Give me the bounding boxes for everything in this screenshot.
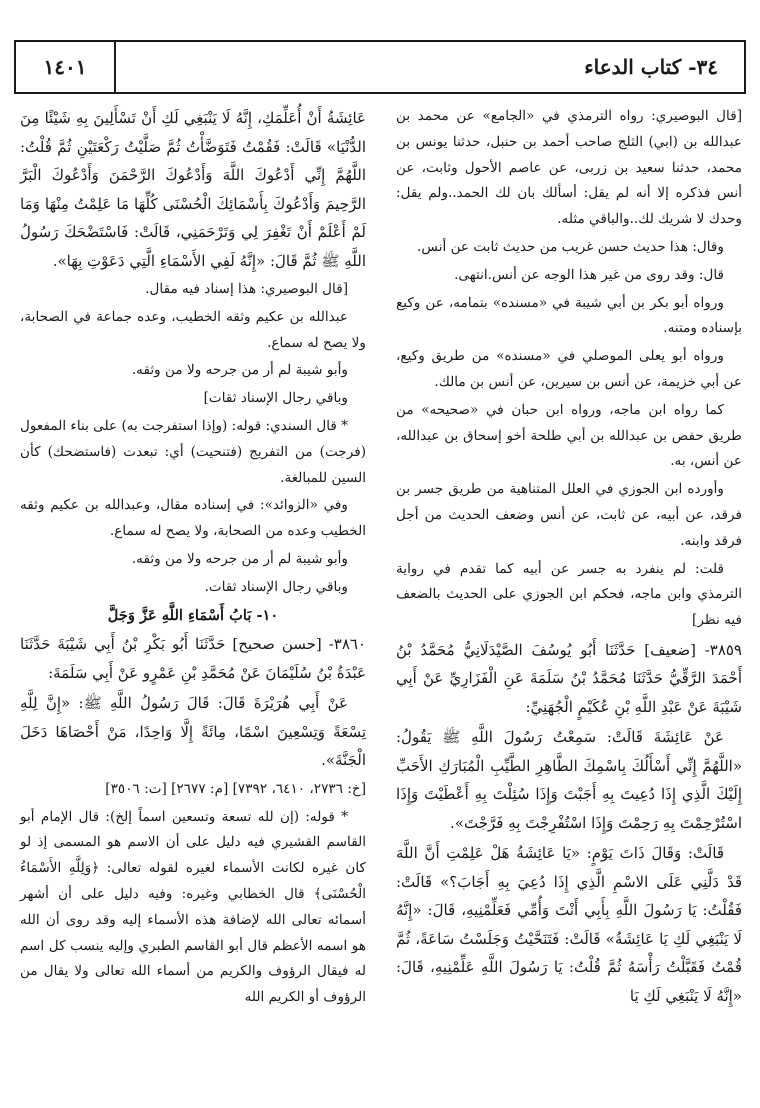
- hadith-text: عَنْ أَبِي هُرَيْرَةَ قَالَ: قَالَ رَسُولُ اللَّهِ ﷺ: «إِنَّ لِلَّهِ تِسْعَةً وَتِسْعِينَ اسْمًا، مِائَةً إِلَّا وَاحِدًا، مَنْ أَحْصَاهَا دَخَلَ الْجَنَّةَ».: [20, 694, 366, 770]
- commentary-paragraph: وأورده ابن الجوزي في العلل المتناهية من طريق جسر بن فرقد، عن أبيه، عن ثابت، عن أنس وضعف الحديث من أجل فرقد وابنه.: [396, 481, 742, 549]
- commentary-paragraph: قلت: لم ينفرد به جسر عن أبيه كما تقدم في رواية الترمذي وابن ماجه، فحكم ابن الجوزي على الحديث بالضعف فيه نظر]: [396, 560, 742, 629]
- chapter-title: ٣٤- كتاب الدعاء: [584, 55, 718, 79]
- left-column: [20, 104, 366, 1013]
- page-number: ١٤٠١: [16, 42, 116, 92]
- hadith-isnad: ٣٨٥٩- [ضعيف] حَدَّثَنَا أَبُو يُوسُفَ الصَّيْدَلَانِيُّ مُحَمَّدُ بْنُ أَحْمَدَ الرَّقِّيُّ حَدَّثَنَا مُحَمَّدُ بْنُ سَلَمَةَ عَنِ الْفَزَارِيِّ عَنْ أَبِي شَيْبَةَ عَنْ عَبْدِ اللَّهِ بْنِ عُكَيْمٍ الْجُهَنِيِّ:: [396, 640, 742, 716]
- right-column: [396, 104, 742, 1012]
- page-header: [14, 40, 746, 94]
- commentary-paragraph: ورواه أبو يعلى الموصلي في «مسنده» من طريق وكيع، عن أبي خزيمة، عن أنس بن سيرين، عن أنس بن مالك.: [396, 348, 742, 390]
- commentary-paragraph: وباقي رجال الإسناد ثقات.: [204, 578, 348, 595]
- commentary-paragraph: عبدالله بن عكيم وثقه الخطيب، وعده جماعة في الصحابة، ولا يصح له سماع.: [20, 308, 366, 351]
- commentary-paragraph: [قال البوصيري: هذا إسناد فيه مقال.: [145, 281, 348, 297]
- hadith-text: عَنْ عَائِشَةَ قَالَتْ: سَمِعْتُ رَسُولَ اللَّهِ ﷺ يَقُولُ: «اللَّهُمَّ إِنِّي أَسْأَلُكَ بِاسْمِكَ الطَّاهِرِ الطَّيِّبِ الْمُبَارَكِ الأَحَبِّ إِلَيْكَ الَّذِي إِذَا دُعِيتَ بِهِ أَجَبْتَ وَإِذَا سُئِلْتَ بِهِ أَعْطَيْتَ وَإِذَا اسْتُرْحِمْتَ بِهِ رَحِمْتَ وَإِذَا اسْتُفْرِجْتَ بِهِ فَرَّجْتَ».: [396, 728, 742, 832]
- section-heading: ١٠- بَابُ أَسْمَاءِ اللَّهِ عَزَّ وَجَلَّ: [107, 606, 279, 624]
- commentary-paragraph: [قال البوصيري: رواه الترمذي في «الجامع» عن محمد بن عبدالله بن (ابي) الثلج صاحب أحمد بن حنبل، حدثنا يونس بن محمد، حدثنا سعيد بن زربى، عن عاصم الأحول وثابت، عن أنس فذكره إلا أنه لم يقل: أسألك بان لك الحمد..ولم يقل: وحدك لا شريك لك..والباقي مثله.: [396, 108, 742, 228]
- commentary-paragraph: قال: وقد روى من غير هذا الوجه عن أنس.انتهى.: [454, 266, 724, 283]
- book-page: [14, 40, 746, 1092]
- hadith-text: قَالَتْ: وَقَالَ ذَاتَ يَوْمٍ: «يَا عَائِشَةُ هَلْ عَلِمْتِ أَنَّ اللَّهَ قَدْ دَلَّنِي عَلَى الاسْمِ الَّذِي إِذَا دُعِيَ بِهِ أَجَابَ؟» قَالَتْ: فَقُلْتُ: يَا رَسُولَ اللَّهِ بِأَبِي أَنْتَ وَأُمِّي فَعَلِّمْنِيهِ، قَالَ: «إِنَّهُ لَا يَنْبَغِي لَكِ يَا عَائِشَةُ» قَالَتْ: فَتَنَحَّيْتُ وَجَلَسْتُ سَاعَةً، ثُمَّ قُمْتُ فَقَبَّلْتُ رَأْسَهُ ثُمَّ قُلْتُ: يَا رَسُولَ اللَّهِ عَلِّمْنِيهِ، قَالَ: «إِنَّهُ لَا يَنْبَغِي لَكِ يَا: [396, 844, 742, 1005]
- commentary-paragraph: وفي «الزوائد»: في إسناده مقال، وعبدالله بن عكيم وثقه الخطيب وعده من الصحابة، ولا يصح له سماع.: [20, 497, 366, 540]
- commentary-paragraph: وأبو شيبة لم أر من جرحه ولا من وثقه.: [131, 550, 348, 567]
- commentary-paragraph: وأبو شيبة لم أر من جرحه ولا من وثقه.: [131, 362, 348, 379]
- commentary-paragraph: وباقي رجال الإسناد ثقات]: [203, 390, 348, 407]
- commentary-paragraph: ورواه أبو بكر بن أبي شيبة في «مسنده» بتمامه، عن وكيع بإسناده ومتنه.: [396, 294, 742, 337]
- commentary-paragraph: كما رواه ابن ماجه، ورواه ابن حبان في «صحيحه» من طريق حفص بن عبدالله بن أبي طلحة أخو إسحاق بن عبدالله، عن أنس، به.: [396, 401, 742, 470]
- commentary-paragraph: وقال: هذا حديث حسن غريب من حديث ثابت عن أنس.: [417, 238, 724, 255]
- commentary-paragraph: * قوله: (إن لله تسعة وتسعين اسماً إلخ): قال الإمام أبو القاسم القشيري فيه دليل على أن الاسم هو المسمى إذ لو كان غيره لكانت الأسماء لغيره لقوله تعالى: ﴿وَلِلَّهِ الأَسْمَاءُ الْحُسْنَى﴾ قال الخطابي وغيره: وفيه دليل على أن أشهر أسمائه تعالى الله لإضافة هذه الأسماء إليه وقد روى أن الله هو اسمه الأعظم قال أبو القاسم الطبري وإليه ينسب كل اسم له فيقال الرؤوف والكريم من أسماء الله تعالى ولا يقال من الرؤوف أو الكريم الله: [20, 808, 366, 1006]
- takhrij-reference: [خ: ٢٧٣٦، ٦٤١٠، ٧٣٩٢] [م: ٢٦٧٧] [ت: ٣٥٠٦]: [105, 780, 366, 797]
- hadith-isnad: ٣٨٦٠- [حسن صحيح] حَدَّثَنَا أَبُو بَكْرِ بْنُ أَبِي شَيْبَةَ حَدَّثَنَا عَبْدَةُ بْنُ سُلَيْمَانَ عَنْ مُحَمَّدِ بْنِ عَمْرٍو عَنْ أَبِي سَلَمَةَ:: [20, 635, 366, 682]
- hadith-text: عَائِشَةُ أَنْ أُعَلِّمَكِ، إِنَّهُ لَا يَنْبَغِي لَكِ أَنْ تَسْأَلِينَ بِهِ شَيْئًا مِنَ الدُّنْيَا» قَالَتْ: فَقُمْتُ فَتَوَضَّأْتُ ثُمَّ صَلَّيْتُ رَكْعَتَيْنِ ثُمَّ قُلْتُ: اللَّهُمَّ إِنِّي أَدْعُوكَ اللَّهَ وَأَدْعُوكَ الرَّحْمَنَ وَأَدْعُوكَ الْبَرَّ الرَّحِيمَ وَأَدْعُوكَ بِأَسْمَائِكَ الْحُسْنَى كُلِّهَا مَا عَلِمْتُ مِنْهَا وَمَا لَمْ أَعْلَمْ أَنْ تَغْفِرَ لِي وَتَرْحَمَنِي، قَالَتْ: فَاسْتَضْحَكَ رَسُولُ اللَّهِ ﷺ ثُمَّ قَالَ: «إِنَّهُ لَفِي الأَسْمَاءِ الَّتِي دَعَوْتِ بِهَا».: [20, 109, 366, 270]
- commentary-paragraph: * قال السندي: قوله: (وإذا استفرجت به) على بناء المفعول (فرجت) من التفريج (فتنحيت) أي: تبعدت (فاستضحك) كأن السين للمبالغة.: [20, 417, 366, 486]
